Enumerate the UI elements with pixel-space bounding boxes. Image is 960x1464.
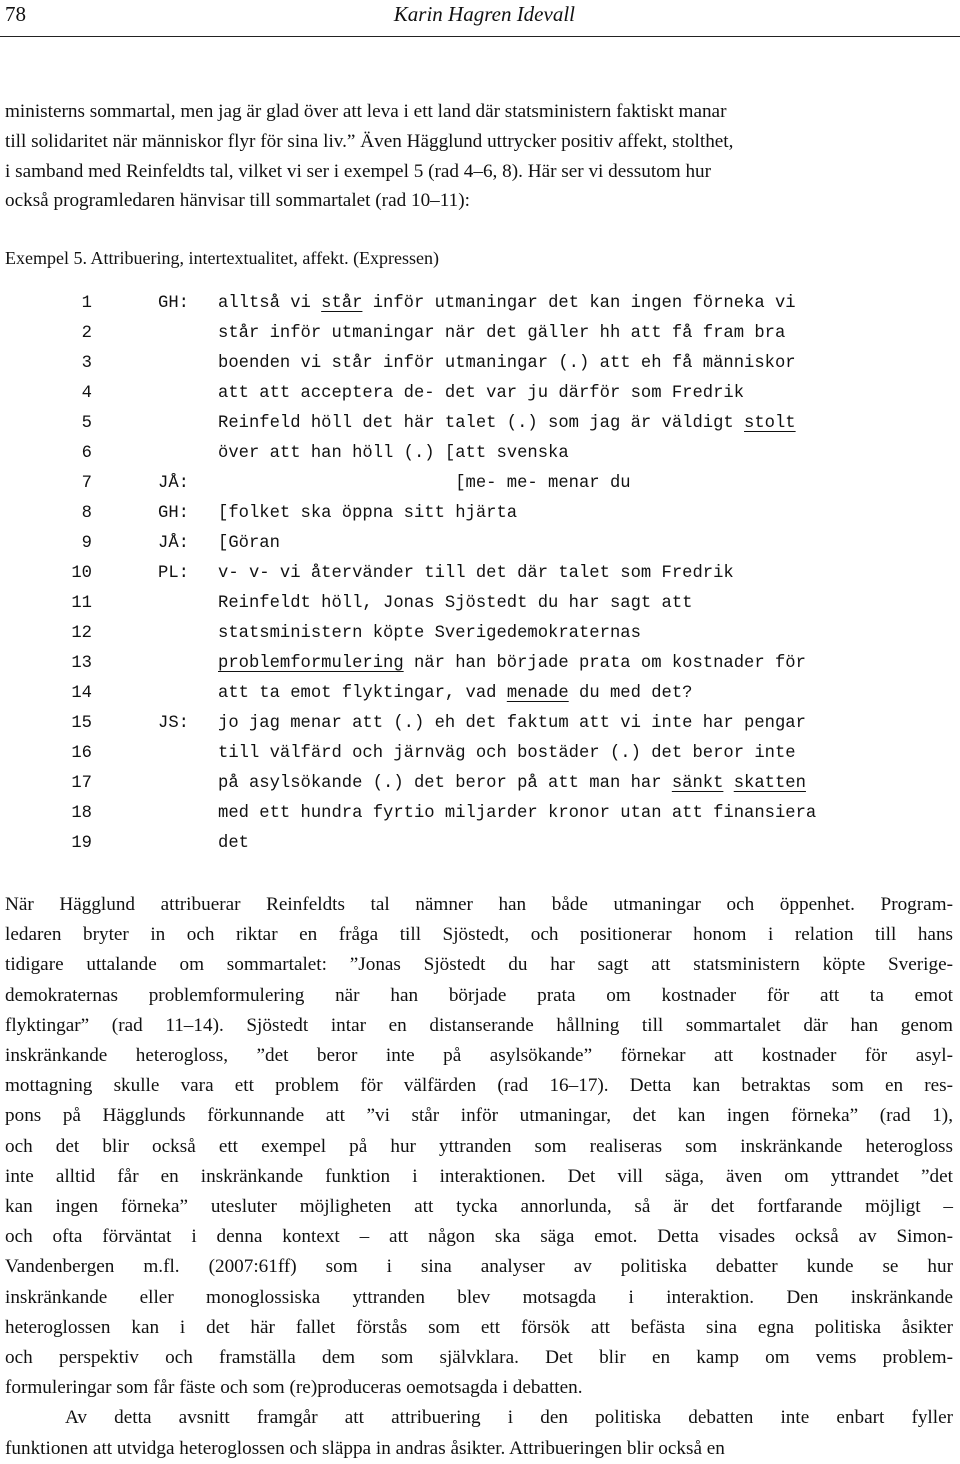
intro-line: också programledaren hänvisar till sommartalet (rad 10–11): (5, 190, 470, 212)
transcript-line (5, 289, 955, 319)
transcript-line (5, 469, 955, 499)
line-number: 10 (71, 564, 92, 583)
body-line: formuleringar som får fäste och som (re)produceras oemotsagda i debatten. (5, 1377, 583, 1399)
transcript-line (5, 739, 955, 769)
speaker-label: JÅ: (158, 474, 189, 493)
line-number: 16 (71, 744, 92, 763)
utterance-text: alltså vi står inför utmaningar det kan ingen förneka vi (218, 294, 796, 313)
utterance-text: det (218, 834, 249, 853)
line-number: 13 (71, 654, 92, 673)
transcript-line (5, 349, 955, 379)
body-line: funktionen att utvidga heteroglossen och släppa in andras åsikter. Attribueringen blir också en (5, 1437, 725, 1459)
body-line: demokraternas problemformulering när han började prata om kostnader för att ta emot (5, 984, 953, 1006)
body-line: pons på Hägglunds förkunnande att ”vi står inför utmaningar, det kan ingen förneka” (rad 1), (5, 1105, 953, 1127)
utterance-text: [me- me- menar du (218, 474, 631, 493)
line-number: 7 (81, 474, 92, 493)
body-line: När Hägglund attribuerar Reinfeldts tal nämner han både utmaningar och öppenhet. Program- (5, 894, 953, 915)
body-line: Av detta avsnitt framgår att attribuering i den politiska debatten inte enbart fyller (65, 1407, 953, 1429)
transcript-line (5, 379, 955, 409)
utterance-text: v- v- vi återvänder till det där talet som Fredrik (218, 564, 734, 583)
transcript-line (5, 619, 955, 649)
utterance-text: statsministern köpte Sverigedemokraternas (218, 624, 641, 643)
intro-line: ministerns sommartal, men jag är glad över att leva i ett land där statsministern faktiskt manar (5, 101, 727, 122)
body-line: mottagning skulle vara ett problem för välfärden (rad 16–17). Detta kan betraktas som en res- (5, 1075, 953, 1097)
line-number: 5 (81, 414, 92, 433)
line-number: 11 (71, 594, 92, 613)
transcript-line (5, 649, 955, 679)
body-line: tidigare uttalande om sommartalet: ”Jonas Sjöstedt du har sagt att statsministern köpte Sverige- (5, 954, 953, 976)
line-number: 1 (81, 294, 92, 313)
speaker-label: PL: (158, 564, 189, 583)
emphasis-underline: sänkt (671, 774, 724, 793)
body-line: Vandenbergen m.fl. (2007:61ff) som i sina analyser av politiska debatter kunde se hur (5, 1256, 953, 1278)
utterance-text: Reinfeld höll det här talet (.) som jag är väldigt stolt (218, 414, 796, 433)
utterance-text: står inför utmaningar när det gäller hh att få fram bra (218, 324, 786, 343)
body-line: inte alltid får en inskränkande funktion i interaktionen. Det vill säga, även om yttrandet ”det (5, 1165, 953, 1187)
line-number: 18 (71, 804, 92, 823)
transcript-line (5, 799, 955, 829)
utterance-text: jo jag menar att (.) eh det faktum att vi inte har pengar (218, 714, 806, 733)
transcript-line (5, 769, 955, 799)
emphasis-underline: problemformulering (218, 654, 404, 673)
utterance-text: på asylsökande (.) det beror på att man har sänkt skatten (218, 774, 806, 793)
line-number: 8 (81, 504, 92, 523)
transcript-line (5, 559, 955, 589)
utterance-text: boenden vi står inför utmaningar (.) att eh få människor (218, 354, 796, 373)
transcript-line (5, 589, 955, 619)
body-line: heteroglossen kan i det här fallet förstås som ett försök att befästa sina egna politiska åsikter (5, 1316, 953, 1338)
intro-paragraph (5, 97, 953, 216)
transcript-line (5, 439, 955, 469)
line-number: 15 (71, 714, 92, 733)
utterance-text: problemformulering när han började prata om kostnader för (218, 654, 806, 673)
example-heading: Exempel 5. Attribuering, intertextualitet, affekt. (Expressen) (5, 248, 440, 268)
page-number: 78 (5, 2, 26, 26)
transcript-line (5, 499, 955, 529)
intro-line: i samband med Reinfeldts tal, vilket vi ser i exempel 5 (rad 4–6, 8). Här ser vi dessutom hur (5, 160, 712, 182)
speaker-label: JS: (158, 714, 189, 733)
speaker-label: JÅ: (158, 534, 189, 553)
body-line: inskränkande heterogloss, ”det beror inte på asylsökande” förnekar att kostnader för asyl- (5, 1045, 953, 1067)
body-paragraph (5, 890, 953, 1464)
body-line: kan ingen förneka” utesluter möjligheten att tycka annorlunda, så är det fortfarande möjligt – (5, 1196, 953, 1218)
transcript-line (5, 319, 955, 349)
body-line: och det blir också ett exempel på hur yttranden som realiseras som inskränkande heterogloss (5, 1135, 953, 1157)
utterance-text: att ta emot flyktingar, vad menade du med det? (218, 684, 693, 703)
utterance-text: [Göran (218, 534, 280, 553)
body-line: ledaren bryter in och riktar en fråga till Sjöstedt, och positionerar honom i relation till hans (5, 924, 953, 946)
utterance-text: med ett hundra fyrtio miljarder kronor utan att finansiera (218, 804, 817, 823)
line-number: 4 (81, 384, 92, 403)
page-header (0, 0, 960, 37)
body-line: och ofta förväntat i denna kontext – att någon ska säga emot. Detta visades också av Simon- (5, 1226, 953, 1248)
utterance-text: att att acceptera de- det var ju därför som Fredrik (218, 384, 745, 403)
transcript-line (5, 529, 955, 559)
utterance-text: över att han höll (.) [att svenska (218, 444, 569, 463)
utterance-text: [folket ska öppna sitt hjärta (218, 504, 518, 523)
line-number: 17 (71, 774, 92, 793)
line-number: 12 (71, 624, 92, 643)
line-number: 6 (81, 444, 92, 463)
body-line: flyktingar” (rad 11–14). Sjöstedt intar en distanserande hållning till sommartalet där han genom (5, 1014, 953, 1036)
line-number: 14 (71, 684, 92, 703)
running-head: Karin Hagren Idevall (393, 2, 575, 26)
body-line: och perspektiv och framställa dem som självklara. Det blir en kamp om vems problem- (5, 1347, 953, 1369)
transcript-line (5, 679, 955, 709)
emphasis-underline: skatten (733, 774, 806, 793)
line-number: 9 (81, 534, 92, 553)
transcript-line (5, 829, 955, 859)
transcript (5, 289, 955, 859)
emphasis-underline: står (321, 294, 363, 313)
transcript-line (5, 409, 955, 439)
line-number: 2 (81, 324, 92, 343)
utterance-text: Reinfeldt höll, Jonas Sjöstedt du har sagt att (218, 594, 693, 613)
transcript-line (5, 709, 955, 739)
line-number: 19 (71, 834, 92, 853)
body-line: inskränkande eller monoglossiska yttranden blev motsagda i interaktion. Den inskränkande (5, 1286, 953, 1308)
line-number: 3 (81, 354, 92, 373)
emphasis-underline: stolt (744, 414, 796, 433)
emphasis-underline: menade (506, 684, 569, 703)
intro-line: till solidaritet när människor flyr för sina liv.” Även Hägglund uttrycker positiv affekt, stolthet, (5, 130, 734, 152)
utterance-text: till välfärd och järnväg och bostäder (.) det beror inte (218, 744, 796, 763)
speaker-label: GH: (158, 294, 189, 313)
speaker-label: GH: (158, 504, 189, 523)
